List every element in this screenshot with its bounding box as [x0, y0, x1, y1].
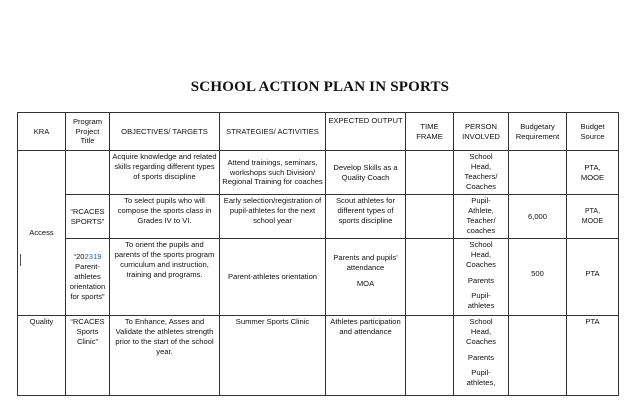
kra-access: Access	[18, 151, 66, 316]
time-frame-cell	[406, 195, 454, 239]
table-row	[18, 151, 619, 195]
strategies-cell: Attend trainings, seminars, workshops such Division/ Regional Training for coaches	[220, 151, 326, 195]
person-involved-cell	[454, 239, 509, 316]
objectives-cell: Acquire knowledge and related skills regarding different types of sports discipline	[110, 151, 220, 195]
budget-source-cell: PTA, MOOE	[567, 195, 619, 239]
expected-output-line: MOA	[356, 278, 375, 288]
header-kra: KRA	[18, 113, 66, 151]
budget-source-cell: PTA	[567, 316, 619, 396]
program-title-cell: “RCACES Sports Clinic”	[66, 316, 110, 396]
table-row	[18, 195, 619, 239]
header-person-involved: PERSON INVOLVED	[454, 113, 509, 151]
expected-output-line: Parents and pupils' attendance	[333, 253, 398, 272]
strategies-cell: Summer Sports Clinic	[220, 316, 326, 396]
title-prefix: “20	[73, 252, 85, 262]
budgetary-requirement-cell: 500	[509, 239, 567, 316]
objectives-cell: To select pupils who will compose the sports class in Grades IV to VI.	[110, 195, 220, 239]
action-plan-table	[17, 112, 619, 396]
title-rest: Parent- athletes orientation for sports”	[69, 262, 106, 301]
program-title-cell	[66, 239, 110, 316]
program-title-cell: “RCACES SPORTS”	[66, 195, 110, 239]
budget-source-cell: PTA, MOOE	[567, 151, 619, 195]
person-involved-line: School Head, Coaches	[466, 240, 496, 269]
strategies-cell: Parent-athletes orientation	[220, 239, 326, 316]
budgetary-requirement-cell: 6,000	[509, 195, 567, 239]
program-title-cell	[66, 151, 110, 195]
text-cursor-marker	[20, 254, 21, 266]
expected-output-cell	[326, 239, 406, 316]
expected-output-cell: Athletes participation and attendance	[326, 316, 406, 396]
person-involved-line: School Head, Coaches	[466, 317, 496, 346]
person-involved-line: Parents	[467, 275, 495, 285]
person-involved-line: Parents	[467, 352, 495, 362]
header-expected-output: EXPECTED OUTPUT	[326, 113, 406, 151]
person-involved-line: Pupil- athletes,	[466, 368, 496, 388]
header-objectives: OBJECTIVES/ TARGETS	[110, 113, 220, 151]
expected-output-cell: Scout athletes for different types of sports discipline	[326, 195, 406, 239]
table-row	[18, 239, 619, 316]
time-frame-cell	[406, 151, 454, 195]
person-involved-cell: Pupil- Athlete, Teacher/ coaches	[454, 195, 509, 239]
objectives-cell: To orient the pupils and parents of the sports program curriculum and instruction, training and programs.	[110, 239, 220, 316]
header-row	[18, 113, 619, 151]
page-title: SCHOOL ACTION PLAN IN SPORTS	[190, 79, 450, 95]
budget-source-cell: PTA	[567, 239, 619, 316]
time-frame-cell	[406, 316, 454, 396]
header-time-frame: TIME FRAME	[406, 113, 454, 151]
header-budgetary-requirement: Budgetary Requirement	[509, 113, 567, 151]
person-involved-line: Pupil- athletes	[467, 291, 495, 311]
budgetary-requirement-cell	[509, 316, 567, 396]
objectives-cell: To Enhance, Asses and Validate the athletes strength prior to the start of the school year.	[110, 316, 220, 396]
person-involved-cell: School Head, Teachers/ Coaches	[454, 151, 509, 195]
title-highlight: 2319	[84, 252, 102, 262]
time-frame-cell	[406, 239, 454, 316]
budgetary-requirement-cell	[509, 151, 567, 195]
header-strategies: STRATEGIES/ ACTIVITIES	[220, 113, 326, 151]
header-budget-source: Budget Source	[567, 113, 619, 151]
header-program-title: Program Project Title	[66, 113, 110, 151]
kra-quality: Quality	[18, 316, 66, 396]
strategies-cell: Early selection/registration of pupil-athletes for the next school year	[220, 195, 326, 239]
person-involved-cell	[454, 316, 509, 396]
table-row	[18, 316, 619, 396]
expected-output-cell: Develop Skills as a Quality Coach	[326, 151, 406, 195]
